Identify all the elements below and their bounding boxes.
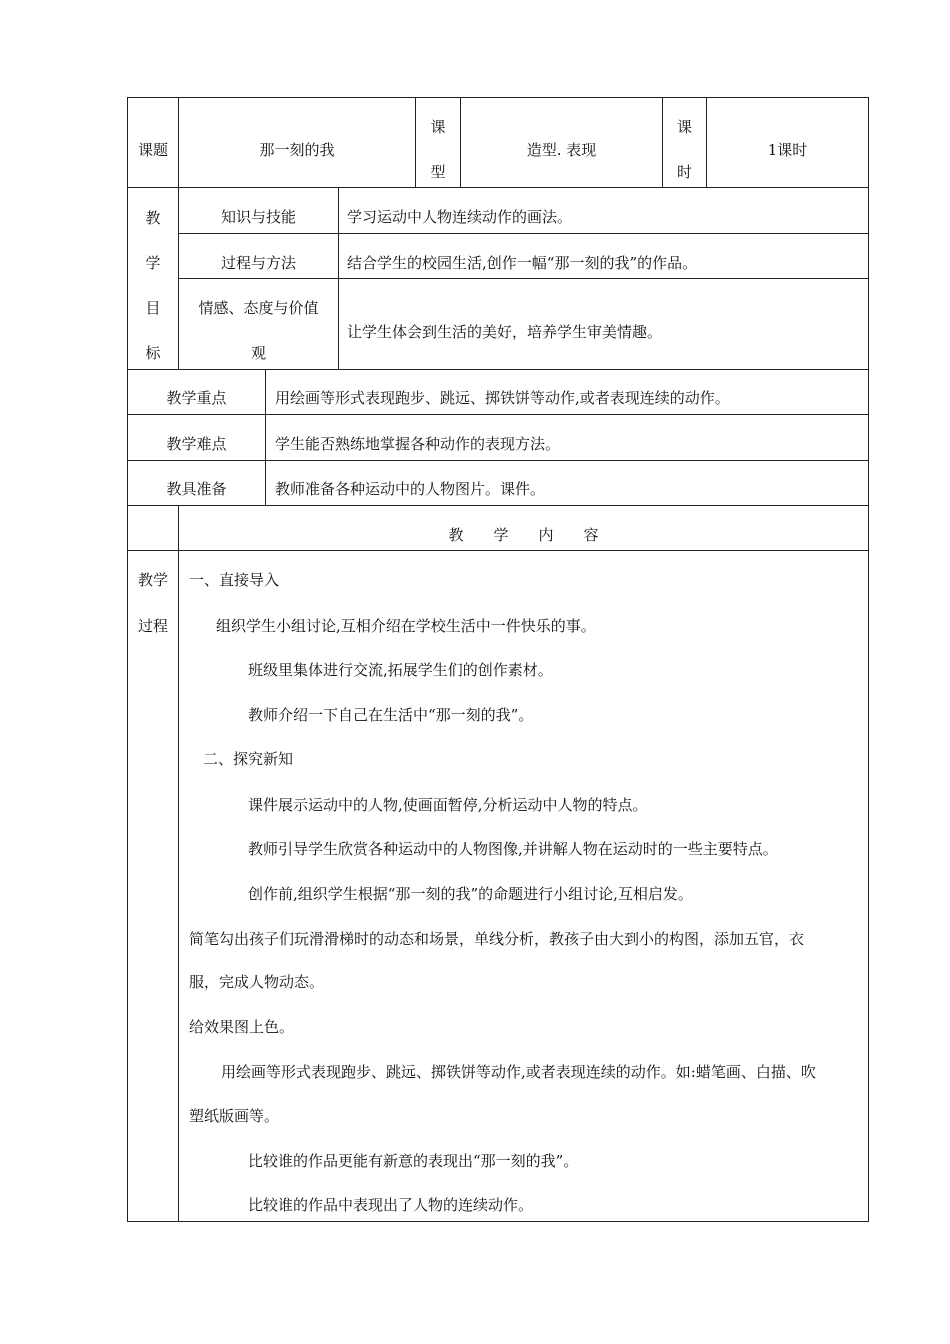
process-line: 教师介绍一下自己在生活中“那一刻的我”。 [248, 706, 534, 724]
table-border [127, 505, 869, 506]
attitude-values-label-line1: 情感、态度与价值 [198, 299, 319, 317]
type-label-line2: 型 [430, 163, 446, 181]
process-label-line2: 过程 [137, 617, 168, 635]
table-border [178, 233, 869, 234]
process-line: 组织学生小组讨论,互相介绍在学校生活中一件快乐的事。 [216, 617, 596, 635]
process-line: 二、探究新知 [203, 750, 294, 768]
table-border [127, 460, 869, 461]
difficulties-value: 学生能否熟练地掌握各种动作的表现方法。 [275, 435, 561, 453]
preparation-value: 教师准备各种运动中的人物图片。课件。 [275, 480, 546, 498]
knowledge-skills-label: 知识与技能 [220, 208, 296, 226]
objectives-label-char: 教 [145, 209, 161, 227]
process-methods-label: 过程与方法 [220, 254, 296, 272]
objectives-label-char: 学 [145, 254, 161, 272]
process-line: 比较谁的作品中表现出了人物的连续动作。 [248, 1196, 534, 1214]
table-border [127, 187, 869, 188]
process-line: 用绘画等形式表现跑步、跳远、掷铁饼等动作,或者表现连续的动作。如:蜡笔画、白描、吹 [221, 1063, 816, 1081]
process-line: 给效果图上色。 [189, 1018, 295, 1036]
key-points-label: 教学重点 [166, 389, 227, 407]
table-border [178, 278, 869, 279]
table-border [338, 187, 339, 370]
process-line: 比较谁的作品更能有新意的表现出“那一刻的我”。 [248, 1152, 579, 1170]
table-border [127, 1221, 869, 1222]
process-line: 班级里集体进行交流,拓展学生们的创作素材。 [248, 661, 553, 679]
table-border [127, 550, 869, 551]
table-border [127, 369, 869, 370]
hours-label-line2: 时 [676, 163, 692, 181]
process-methods-value: 结合学生的校园生活,创作一幅“那一刻的我”的作品。 [347, 254, 698, 272]
hours-value: 1课时 [767, 141, 808, 159]
process-line: 服，完成人物动态。 [189, 973, 325, 991]
process-line: 塑纸版画等。 [189, 1107, 280, 1125]
type-label-line1: 课 [430, 118, 446, 136]
process-label-line1: 教学 [137, 571, 168, 589]
table-border [178, 505, 179, 1222]
preparation-label: 教具准备 [166, 480, 227, 498]
process-line: 教师引导学生欣赏各种运动中的人物图像,并讲解人物在运动时的一些主要特点。 [248, 840, 778, 858]
subject-value: 那一刻的我 [259, 141, 335, 159]
process-line: 简笔勾出孩子们玩滑滑梯时的动态和场景，单线分析，教孩子由大到小的构图，添加五官，衣 [189, 930, 805, 948]
process-line: 创作前,组织学生根据“那一刻的我”的命题进行小组讨论,互相启发。 [248, 885, 693, 903]
attitude-values-value: 让学生体会到生活的美好，培养学生审美情趣。 [347, 323, 663, 341]
objectives-label-char: 标 [145, 344, 161, 362]
knowledge-skills-value: 学习运动中人物连续动作的画法。 [347, 208, 573, 226]
table-border [127, 97, 869, 98]
table-border [265, 369, 266, 506]
table-border [178, 97, 179, 370]
hours-label-line1: 课 [676, 118, 692, 136]
table-border [868, 97, 869, 1222]
objectives-label-char: 目 [145, 299, 161, 317]
content-header: 教 学 内 容 [448, 526, 599, 544]
difficulties-label: 教学难点 [166, 435, 227, 453]
process-line: 一、直接导入 [189, 571, 280, 589]
type-value: 造型. 表现 [526, 141, 597, 159]
process-line: 课件展示运动中的人物,使画面暂停,分析运动中人物的特点。 [248, 796, 648, 814]
key-points-value: 用绘画等形式表现跑步、跳远、掷铁饼等动作,或者表现连续的动作。 [275, 389, 730, 407]
attitude-values-label-line2: 观 [250, 344, 266, 362]
table-border [127, 414, 869, 415]
subject-label: 课题 [137, 141, 168, 159]
